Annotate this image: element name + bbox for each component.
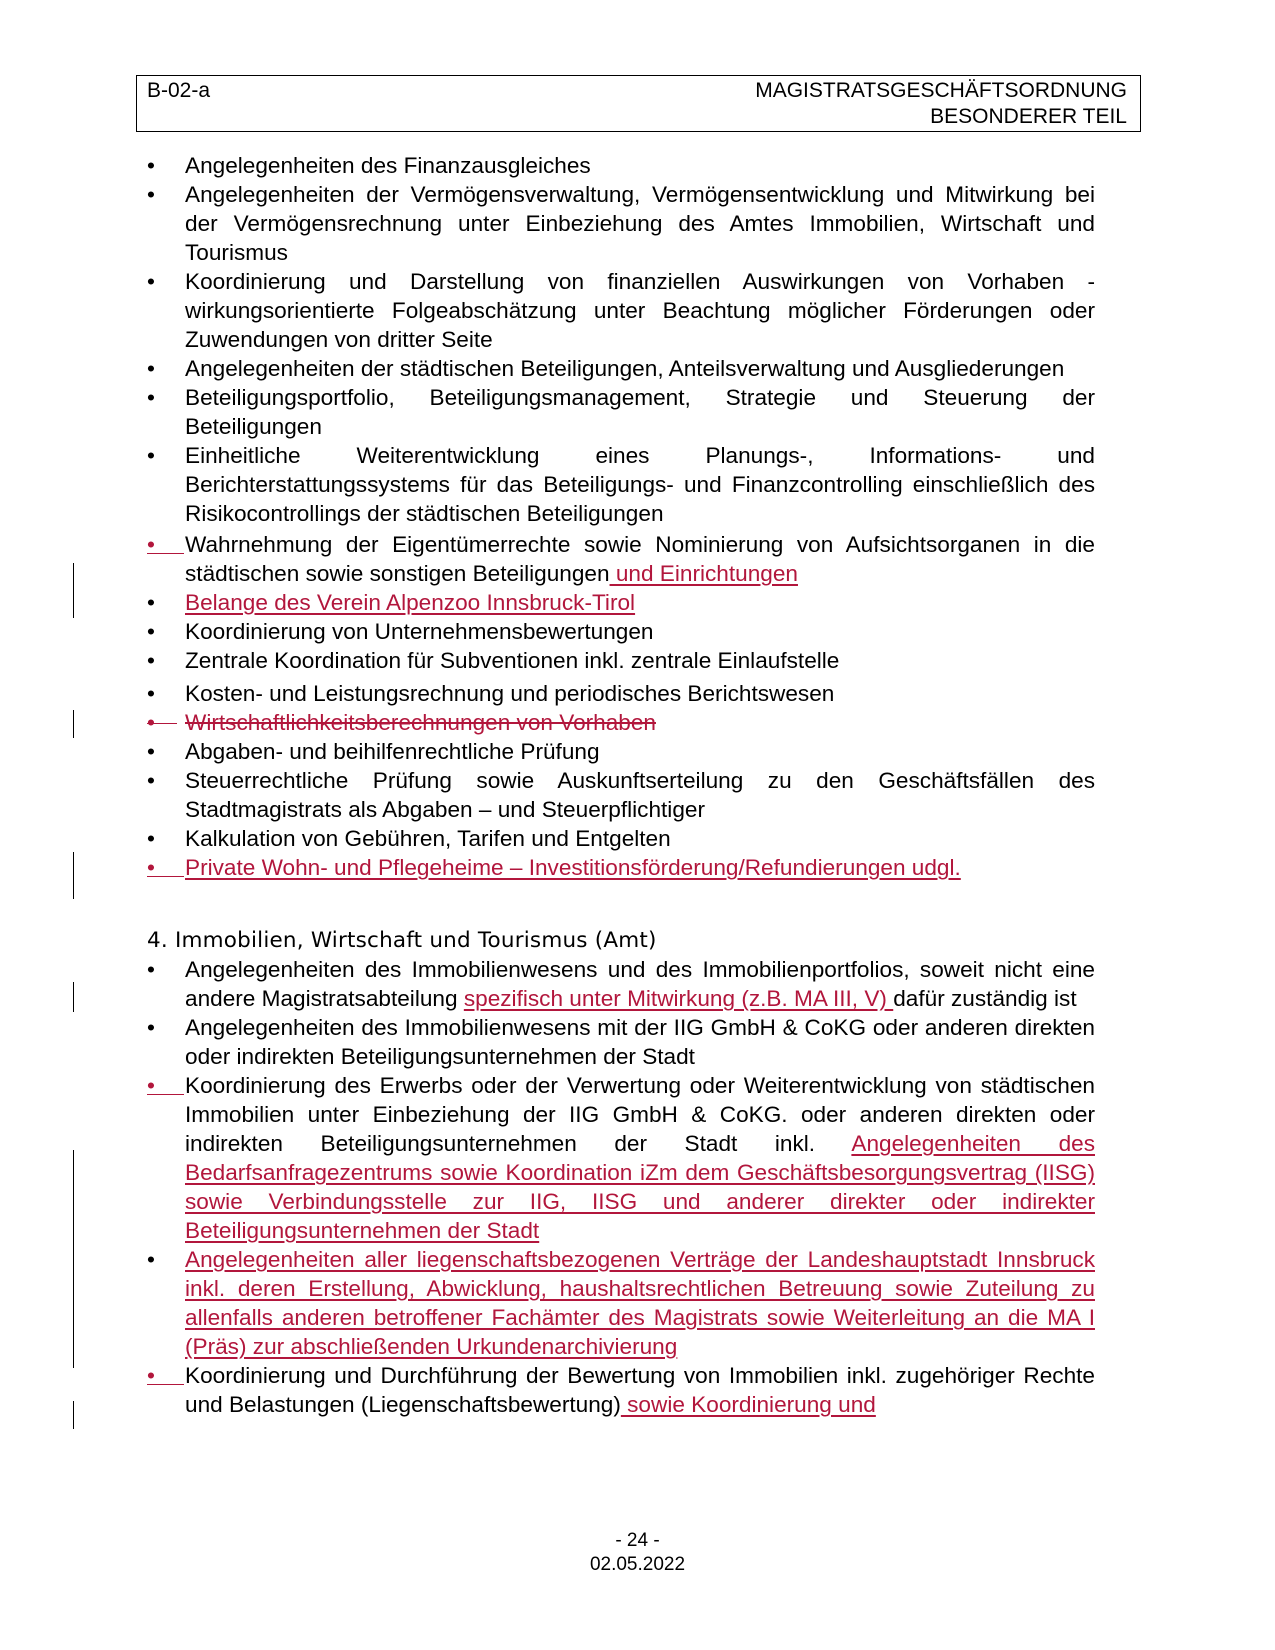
bullet-icon: • [147, 1247, 155, 1272]
list-item-inserted [147, 588, 1095, 617]
deleted-bullet-icon: • [147, 708, 185, 737]
inserted-bullet-icon: • [147, 1361, 185, 1390]
inserted-bullet-icon: • [147, 853, 185, 882]
list-item-revised: • Koordinierung des Erwerbs oder der Verwertung oder Weiterentwicklung von städtischen Immobilien unter Einbeziehung der IIG GmbH & CoKG. oder anderen direkten oder indirekten Beteiligungsunternehmen der Stadt inkl. Angelegenheiten des Bedarfsanfragezentrums sowie Koordination iZm dem Geschäftsbesorgungsvertrag (IISG) sowie Verbindungsstelle zur IIG, IISG und anderer direkter oder indirekter Beteiligungsunternehmen der Stadt [147, 1073, 1095, 1243]
bullet-icon: • [147, 590, 155, 615]
list-item: • Zentrale Koordination für Subventionen inkl. zentrale Einlaufstelle [147, 648, 840, 673]
bullet-icon: • [147, 957, 155, 982]
list-item: • Angelegenheiten der städtischen Beteiligungen, Anteilsverwaltung und Ausgliederungen [147, 356, 1065, 381]
bullet-icon: • [147, 153, 155, 178]
change-bar [73, 1150, 74, 1368]
bullet-list-immobilien [147, 955, 1095, 1419]
page-footer [0, 1529, 1275, 1577]
inserted-text: spezifisch unter Mitwirkung (z.B. MA III, V) [463, 986, 894, 1011]
bullet-icon: • [147, 826, 155, 851]
list-item: • Koordinierung von Unternehmensbewertungen [147, 619, 654, 644]
change-bar [73, 563, 74, 618]
change-bar [73, 982, 74, 1012]
document-date: 02.05.2022 [589, 1554, 686, 1575]
bullet-icon: • [147, 739, 155, 764]
list-item-inserted [147, 853, 1095, 882]
inserted-text: und Einrichtungen [609, 561, 798, 586]
section-heading: 4. Immobilien, Wirtschaft und Tourismus (Amt) [147, 928, 657, 953]
list-item: • Einheitliche Weiterentwicklung eines Planungs-, Informations- und Berichterstattungssystems für das Beteiligungs- und Finanzcontrolling einschließlich des Risikocontrollings der städtischen Beteiligungen [147, 443, 1095, 526]
list-item-inserted [147, 1245, 1095, 1361]
bullet-icon: • [147, 619, 155, 644]
list-item-revised: • Angelegenheiten des Immobilienwesens und des Immobilienportfolios, soweit nicht eine andere Magistratsabteilung spezifisch unter Mitwirkung (z.B. MA III, V) dafür zuständig ist [147, 957, 1095, 1011]
change-bar [73, 1401, 74, 1429]
bullet-list-finance [147, 151, 1095, 882]
page-number: - 24 - [615, 1530, 660, 1551]
list-item: • Beteiligungsportfolio, Beteiligungsmanagement, Strategie und Steuerung der Beteiligungen [147, 385, 1095, 439]
bullet-icon: • [147, 768, 155, 793]
list-item: • Angelegenheiten des Immobilienwesens mit der IIG GmbH & CoKG oder anderen direkten oder indirekten Beteiligungsunternehmen der Stadt [147, 1015, 1095, 1069]
document-title [755, 78, 1127, 130]
inserted-bullet-icon: • [147, 1071, 185, 1100]
bullet-icon: • [147, 1015, 155, 1040]
list-item: • Steuerrechtliche Prüfung sowie Auskunftserteilung zu den Geschäftsfällen des Stadtmagistrats als Abgaben – und Steuerpflichtiger [147, 768, 1095, 822]
list-item: • Angelegenheiten der Vermögensverwaltung, Vermögensentwicklung und Mitwirkung bei der Vermögensrechnung unter Einbeziehung des Amtes Immobilien, Wirtschaft und Tourismus [147, 182, 1095, 265]
bullet-icon: • [147, 182, 155, 207]
document-body [147, 151, 1095, 1419]
list-item: • Angelegenheiten des Finanzausgleiches [147, 153, 591, 178]
document-header [136, 75, 1141, 132]
document-code: B-02-a [147, 79, 211, 102]
list-item-revised: • Wahrnehmung der Eigentümerrechte sowie Nominierung von Aufsichtsorganen in die städtischen sowie sonstigen Beteiligungen und Einrichtungen [147, 532, 1095, 586]
bullet-icon: • [147, 681, 155, 706]
bullet-icon: • [147, 269, 155, 294]
document-title-line2: BESONDERER TEIL [930, 105, 1127, 128]
change-bar [73, 710, 74, 738]
deleted-text: Wirtschaftlichkeitsberechnungen von Vorhaben [185, 710, 656, 735]
inserted-bullet-icon: • [147, 530, 185, 559]
list-item-deleted [147, 708, 1095, 737]
bullet-icon: • [147, 648, 155, 673]
bullet-icon: • [147, 356, 155, 381]
inserted-text: Angelegenheiten aller liegenschaftsbezogenen Verträge der Landeshauptstadt Innsbruck inkl. deren Erstellung, Abwicklung, haushaltsrechtlichen Betreuung sowie Zuteilung zu allenfalls anderen betroffener Fachämter des Magistrats sowie Weiterleitung an die MA I (Präs) zur abschließenden Urkundenarchivierung [185, 1247, 1095, 1359]
document-title-line1: MAGISTRATSGESCHÄFTSORDNUNG [755, 79, 1127, 102]
change-bar [73, 852, 74, 899]
list-item: • Koordinierung und Darstellung von finanziellen Auswirkungen von Vorhaben - wirkungsorientierte Folgeabschätzung unter Beachtung möglicher Förderungen oder Zuwendungen von dritter Seite [147, 269, 1095, 352]
bullet-icon: • [147, 385, 155, 410]
list-item: • Kalkulation von Gebühren, Tarifen und Entgelten [147, 826, 671, 851]
list-item-revised: • Koordinierung und Durchführung der Bewertung von Immobilien inkl. zugehöriger Rechte und Belastungen (Liegenschaftsbewertung) sowie Koordinierung und [147, 1363, 1095, 1417]
inserted-text: Belange des Verein Alpenzoo Innsbruck-Tirol [185, 590, 636, 615]
inserted-text: Angelegenheiten des Bedarfsanfragezentrums sowie Koordination iZm dem Geschäftsbesorgungsvertrag (IISG) sowie Verbindungsstelle zur IIG, IISG und anderer direkter oder indirekter Beteiligungsunternehmen der Stadt [185, 1131, 1095, 1243]
list-item: • Abgaben- und beihilfenrechtliche Prüfung [147, 739, 600, 764]
list-item: • Kosten- und Leistungsrechnung und periodisches Berichtswesen [147, 681, 835, 706]
inserted-text: Private Wohn- und Pflegeheime – Investitionsförderung/Refundierungen udgl. [185, 855, 961, 880]
bullet-icon: • [147, 443, 155, 468]
inserted-text: sowie Koordinierung und [620, 1392, 876, 1417]
